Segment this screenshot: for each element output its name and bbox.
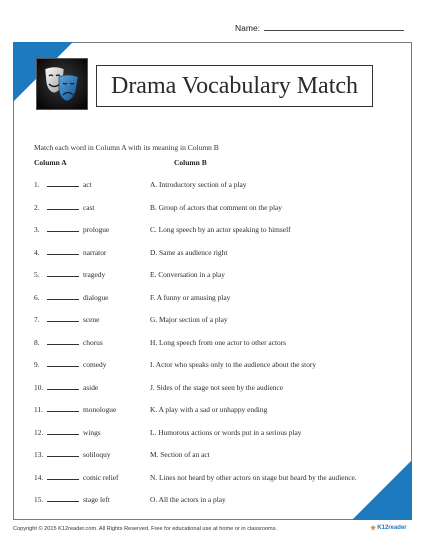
term: act (83, 180, 92, 189)
column-a-heading: Column A (34, 158, 67, 167)
item-number: 3. (34, 225, 40, 234)
definition: H. Long speech from one actor to other actors (150, 337, 287, 347)
definition: B. Group of actors that comment on the play (150, 202, 282, 212)
item-number: 11. (34, 405, 43, 414)
answer-blank[interactable] (47, 299, 79, 300)
definition: J. Sides of the stage not seen by the audience (150, 382, 283, 392)
name-blank-line[interactable] (264, 22, 404, 31)
match-row (34, 203, 394, 213)
definition: C. Long speech by an actor speaking to himself (150, 225, 291, 234)
match-row (34, 270, 394, 280)
item-number: 8. (34, 337, 40, 347)
item-number: 7. (34, 315, 40, 324)
definition: G. Major section of a play (150, 315, 228, 324)
answer-blank[interactable] (47, 344, 79, 345)
definition: L. Humorous actions or words put in a serious play (150, 427, 302, 437)
copyright-footer: Copyright © 2015 K12reader.com. All Rights Reserved. Free for educational use at home or in classrooms. (13, 526, 278, 532)
column-b-heading: Column B (174, 158, 207, 167)
instructions: Match each word in Column A with its meaning in Column B (34, 143, 219, 152)
term: wings (83, 427, 101, 437)
term: comic relief (83, 472, 119, 482)
answer-blank[interactable] (47, 321, 79, 322)
term: aside (83, 382, 99, 392)
term: dialogue (83, 292, 109, 302)
item-number: 10. (34, 382, 44, 392)
item-number: 12. (34, 427, 44, 437)
definition: M. Section of an act (150, 450, 210, 459)
corner-accent-bottom-right (352, 460, 412, 520)
item-number: 9. (34, 360, 40, 369)
definition: E. Conversation in a play (150, 270, 225, 279)
match-row (34, 315, 394, 325)
match-row (34, 180, 394, 190)
name-label: Name: (235, 23, 261, 33)
answer-blank[interactable] (47, 479, 79, 480)
drama-masks-icon (36, 58, 88, 110)
match-row (34, 360, 394, 370)
term: chorus (83, 337, 103, 347)
term: tragedy (83, 270, 106, 279)
answer-blank[interactable] (47, 389, 79, 390)
match-row (34, 248, 394, 258)
title-box (96, 65, 373, 107)
star-icon: ★ (370, 525, 377, 532)
item-number: 14. (34, 472, 44, 482)
match-row (34, 338, 394, 348)
item-number: 4. (34, 247, 40, 257)
answer-blank[interactable] (47, 231, 79, 232)
match-row (34, 383, 394, 393)
item-number: 2. (34, 202, 40, 212)
item-number: 13. (34, 450, 44, 459)
answer-blank[interactable] (47, 456, 79, 457)
match-row (34, 473, 394, 483)
answer-blank[interactable] (47, 411, 79, 412)
item-number: 1. (34, 180, 40, 189)
match-row (34, 450, 394, 460)
match-row (34, 495, 394, 505)
answer-blank[interactable] (47, 276, 79, 277)
term: narrator (83, 247, 107, 257)
brand-logo[interactable] (370, 524, 407, 532)
answer-blank[interactable] (47, 254, 79, 255)
term: monologue (83, 405, 117, 414)
answer-blank[interactable] (47, 501, 79, 502)
answer-blank[interactable] (47, 186, 79, 187)
item-number: 6. (34, 292, 40, 302)
match-row (34, 428, 394, 438)
match-row (34, 405, 394, 415)
definition: O. All the actors in a play (150, 495, 226, 504)
answer-blank[interactable] (47, 366, 79, 367)
term: prologue (83, 225, 110, 234)
term: soliloquy (83, 450, 111, 459)
definition: K. A play with a sad or unhappy ending (150, 405, 268, 414)
definition: N. Lines not heard by other actors on stage but heard by the audience. (150, 472, 357, 482)
term: cast (83, 202, 95, 212)
page-title: Drama Vocabulary Match (110, 72, 359, 99)
match-row (34, 225, 394, 235)
definition: I. Actor who speaks only to the audience about the story (150, 360, 317, 369)
item-number: 15. (34, 495, 44, 504)
definition: A. Introductory section of a play (150, 180, 247, 189)
term: stage left (83, 495, 110, 504)
definition: F. A funny or amusing play (150, 292, 231, 302)
match-row (34, 293, 394, 303)
answer-blank[interactable] (47, 209, 79, 210)
term: scene (83, 315, 100, 324)
worksheet-frame (13, 42, 412, 520)
item-number: 5. (34, 270, 40, 279)
definition: D. Same as audience right (150, 247, 228, 257)
answer-blank[interactable] (47, 434, 79, 435)
brand-name: K12reader (377, 525, 407, 531)
term: comedy (83, 360, 107, 369)
name-field (235, 22, 404, 33)
